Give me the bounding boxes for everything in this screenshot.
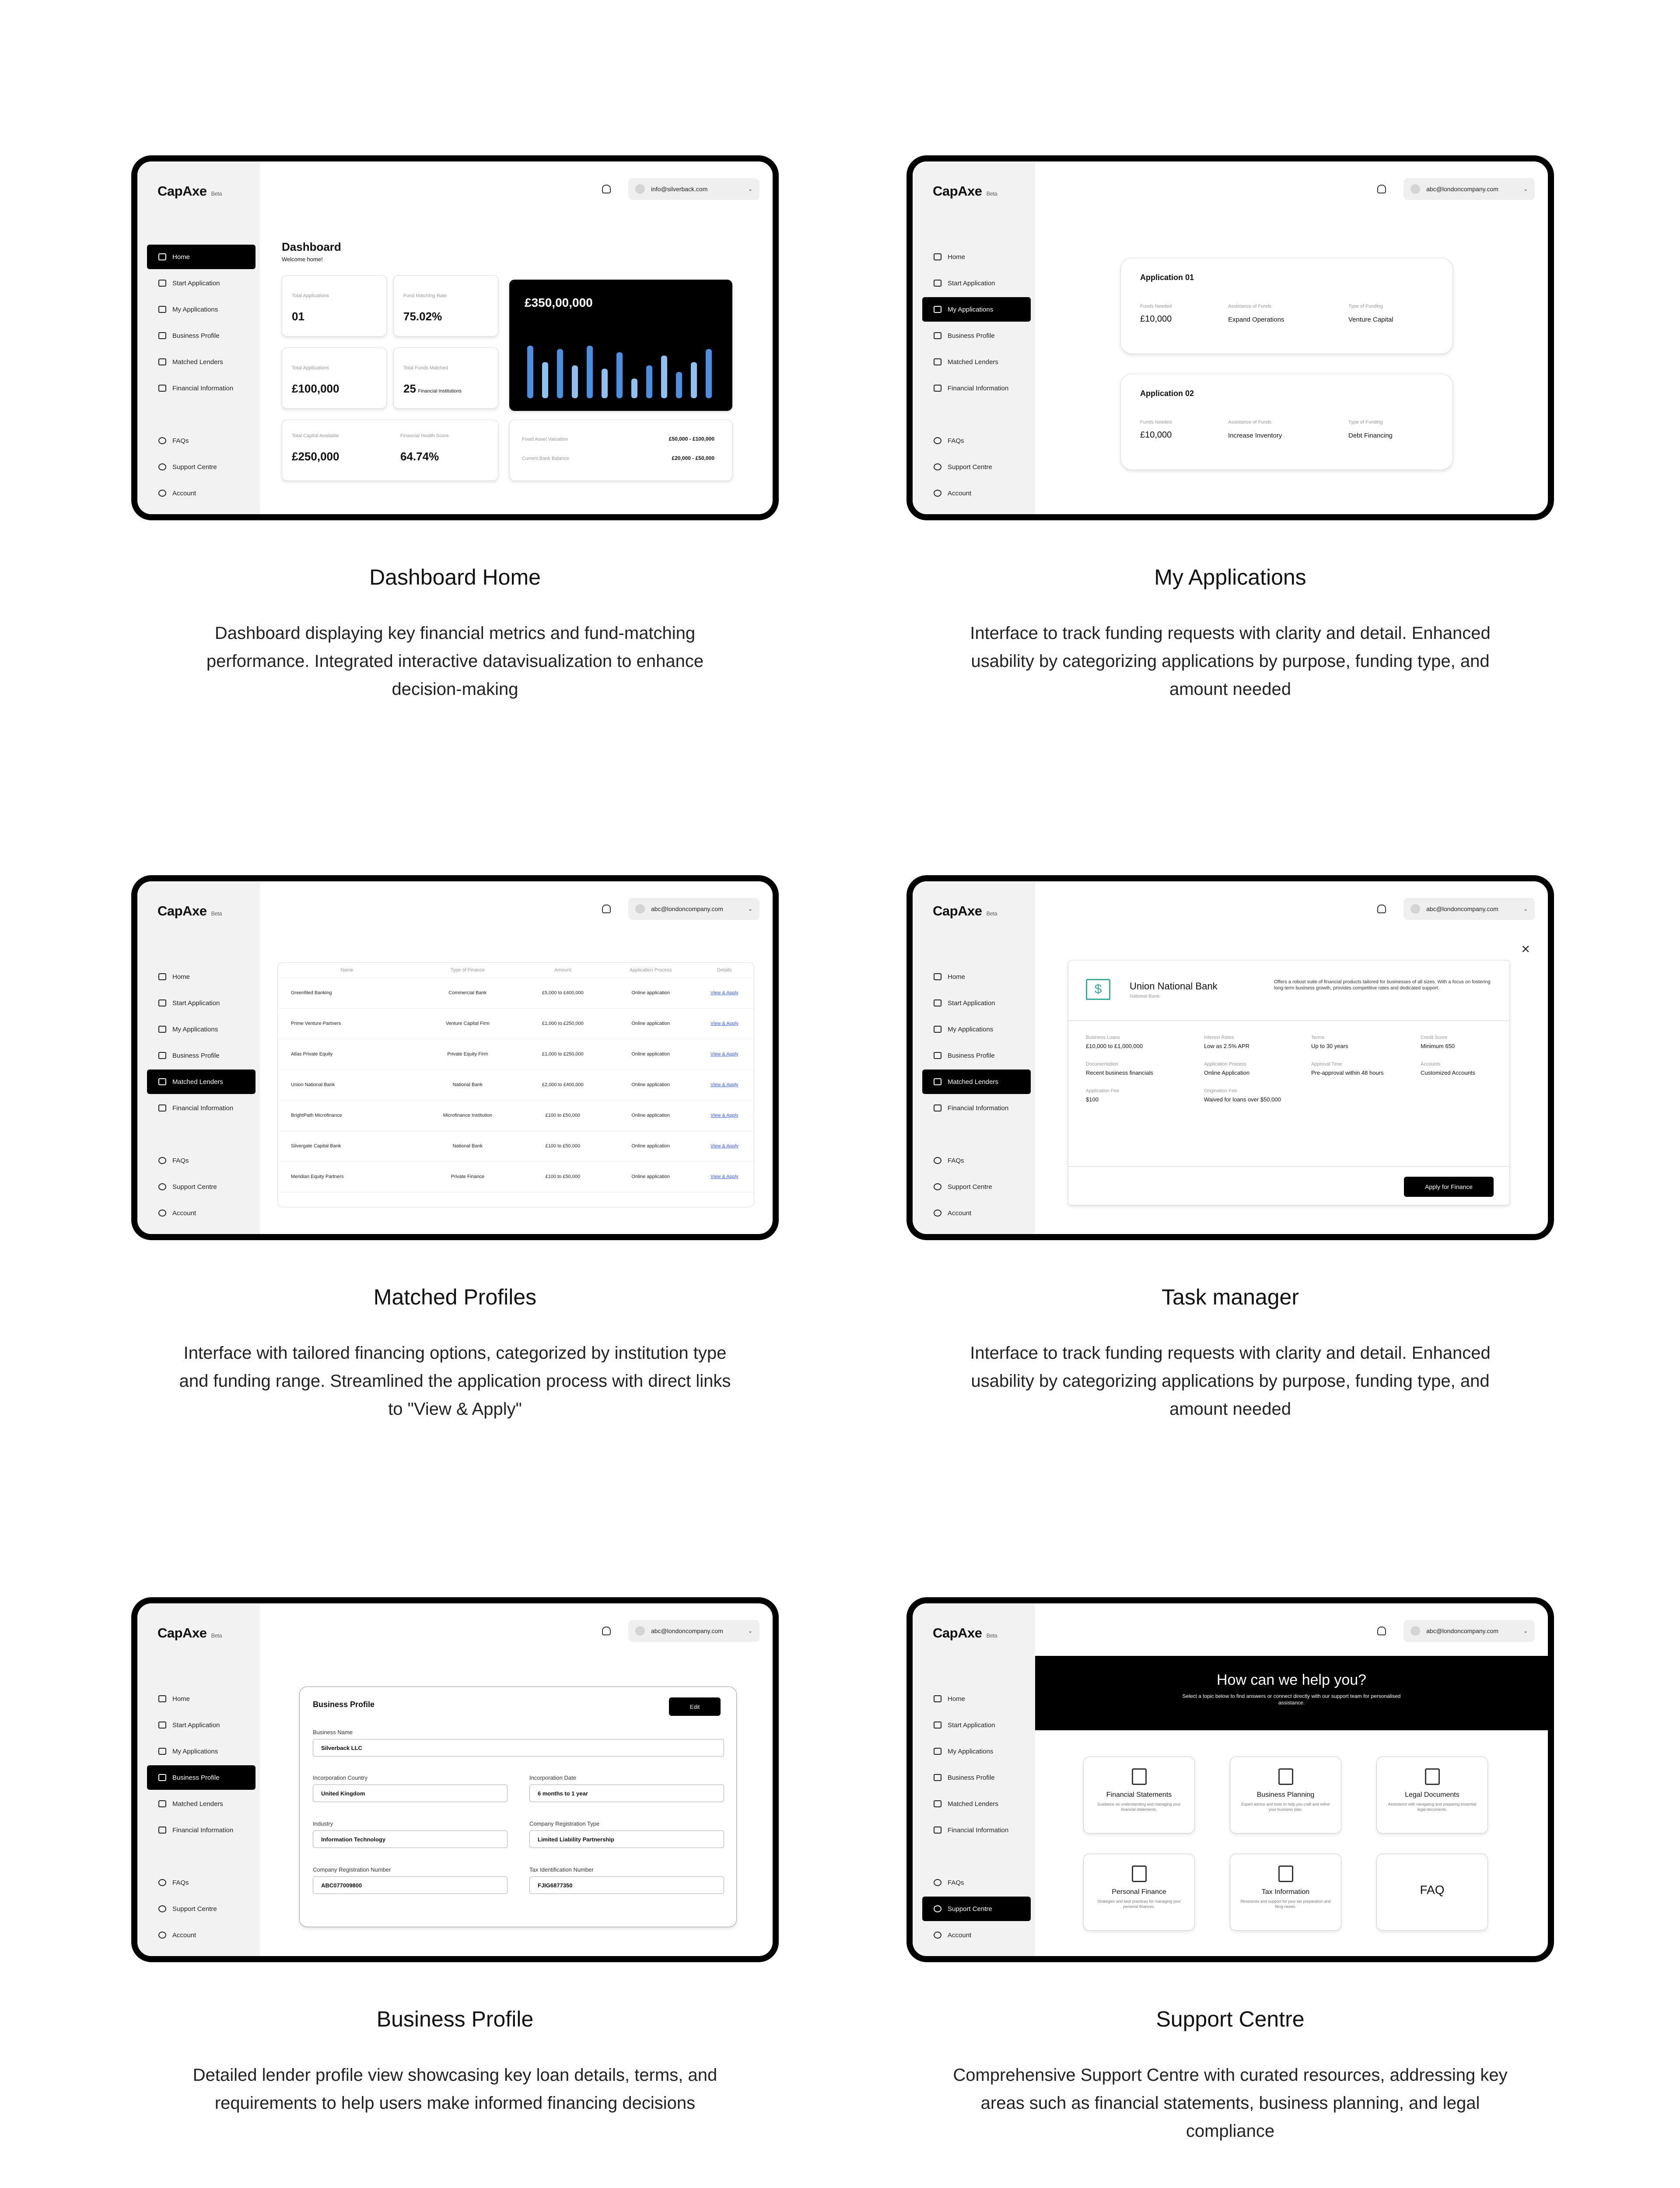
welcome-text: Welcome home! [282, 256, 323, 263]
chart-bar [631, 379, 637, 398]
nav-top [922, 245, 1031, 402]
sidebar [137, 881, 260, 1234]
table-row: Prime Venture Partners Venture Capital Firm £1,000 to £250,000 Online application View & Apply [278, 1008, 754, 1039]
business-profile-form: Business Profile Edit Business Name Silverback LLC Incorporation Country United Kingdom Incorporation Date 6 months to 1 year Industry Information Technology Company Registration Type Limited Liability Partnership Company Registration Number ABC077009800 Tax Identification Number FJIG6877350 [299, 1687, 737, 1927]
caption-description: Detailed lender profile view showcasing key loan details, terms, and requirements to help users make informed financing decisions [192, 2065, 718, 2113]
avatar [1410, 184, 1420, 194]
bank-icon [934, 358, 942, 365]
headset-icon [158, 1905, 166, 1912]
bell-icon[interactable] [1377, 905, 1386, 913]
table-row: Union National Bank National Bank £2,000 to £400,000 Online application View & Apply [278, 1069, 754, 1100]
nav-faqs[interactable]: FAQs [922, 1870, 1031, 1895]
nav-bottom [922, 428, 1031, 507]
caption-title: My Applications [1154, 565, 1306, 589]
main-content [260, 1603, 773, 1956]
nav-business-profile[interactable]: Business Profile [147, 1765, 256, 1790]
bank-icon: $ [1086, 979, 1110, 1000]
legal-document-icon [1425, 1768, 1440, 1785]
logo: CapAxe Beta [158, 183, 222, 199]
chevron-down-icon: ⌄ [1523, 906, 1528, 912]
help-icon [158, 437, 166, 444]
topic-faq[interactable]: FAQ [1376, 1854, 1488, 1931]
edit-button[interactable]: Edit [669, 1697, 721, 1716]
home-icon [158, 253, 166, 260]
chart-bar [691, 362, 697, 399]
lender-header: $ Union National Bank National Bank Offers a robust suite of financial products tailored for businesses of all sizes. With a focus on fostering long-term business growth, provides competitive rates and dedicated support. [1068, 961, 1509, 1021]
nav-account[interactable]: Account [922, 1201, 1031, 1225]
tax-id-field[interactable]: FJIG6877350 [529, 1876, 724, 1894]
support-centre-cell [906, 1597, 1554, 2141]
caption-description: Comprehensive Support Centre with curated resources, addressing key areas such as financial statements, business planning, and legal compliance [953, 2065, 1508, 2141]
nav-financial-information[interactable]: Financial Information [922, 1096, 1031, 1120]
bell-icon[interactable] [602, 1627, 611, 1635]
nav-support-centre[interactable]: Support Centre [922, 455, 1031, 479]
nav-bottom [147, 1870, 256, 1949]
topic-legal-documents[interactable]: Legal Documents Assistance with navigating and preparing essential legal documents. [1376, 1757, 1488, 1834]
topbar [602, 898, 760, 920]
sidebar [913, 1603, 1035, 1956]
nav-home[interactable]: Home [922, 245, 1031, 269]
topbar [1377, 178, 1535, 200]
application-card[interactable]: Application 02 Funds Needed £10,000 Assistance of Funds Increase Inventory Type of Funding Debt Financing [1120, 374, 1453, 470]
user-menu[interactable]: info@silverback.com ⌄ [628, 178, 760, 200]
edit-icon [158, 999, 166, 1006]
nav-start-application[interactable]: Start Application [147, 271, 256, 295]
business-name-field[interactable]: Silverback LLC [313, 1739, 724, 1757]
edit-icon [158, 1722, 166, 1729]
bank-icon [934, 1800, 942, 1807]
edit-icon [158, 280, 166, 287]
nav-home[interactable]: Home [922, 1687, 1031, 1711]
application-card[interactable]: Application 01 Funds Needed £10,000 Assistance of Funds Expand Operations Type of Funding Venture Capital [1120, 258, 1453, 354]
business-profile-cell [131, 1597, 779, 2113]
topic-financial-statements[interactable]: Financial Statements Guidance on understanding and managing your financial statements. [1083, 1757, 1195, 1834]
device-frame [906, 875, 1554, 1240]
profile-icon [934, 332, 942, 339]
nav-top [147, 245, 256, 402]
account-icon [158, 1932, 166, 1939]
nav-bottom [922, 1870, 1031, 1949]
profile-icon [158, 332, 166, 339]
profile-icon [934, 1774, 942, 1781]
nav-my-applications[interactable]: My Applications [147, 297, 256, 322]
bar-chart [510, 280, 733, 411]
chevron-down-icon: ⌄ [748, 1628, 752, 1634]
help-icon [934, 1157, 942, 1164]
nav-bottom [147, 428, 256, 507]
industry-field[interactable]: Information Technology [313, 1830, 508, 1848]
headset-icon [934, 463, 942, 470]
table-row: BrightPath Microfinance Microfinance Institution £100 to £50,000 Online application View & Apply [278, 1100, 754, 1131]
chart-bar [587, 346, 593, 398]
avatar [1410, 904, 1420, 914]
bell-icon[interactable] [1377, 1627, 1386, 1635]
nav-my-applications[interactable]: My Applications [922, 1017, 1031, 1041]
profile-icon [158, 1052, 166, 1059]
document-icon [1132, 1768, 1147, 1785]
caption-description: Interface to track funding requests with clarity and detail. Enhanced usability by categorizing applications by purpose, funding type, and amount needed [970, 1343, 1491, 1419]
nav-home[interactable]: Home [147, 245, 256, 269]
nav-support-centre[interactable]: Support Centre [147, 455, 256, 479]
bell-icon[interactable] [602, 905, 611, 913]
headset-icon [158, 463, 166, 470]
nav-financial-information[interactable]: Financial Information [147, 1818, 256, 1842]
bell-icon[interactable] [1377, 185, 1386, 193]
nav-matched-lenders[interactable]: Matched Lenders [922, 1069, 1031, 1094]
registration-type-field[interactable]: Limited Liability Partnership [529, 1830, 724, 1848]
nav-financial-information[interactable]: Financial Information [147, 1096, 256, 1120]
page-title: Dashboard [282, 240, 341, 253]
topbar [1377, 898, 1535, 920]
account-icon [934, 490, 942, 497]
avatar [635, 904, 645, 914]
chart-icon [934, 1827, 942, 1834]
edit-icon [934, 280, 942, 287]
account-icon [934, 1210, 942, 1217]
balance-chart-card [509, 280, 732, 411]
country-field[interactable]: United Kingdom [313, 1785, 508, 1802]
planning-icon [1278, 1768, 1293, 1785]
chart-bar [542, 362, 548, 399]
device-frame [131, 155, 779, 520]
bell-icon[interactable] [602, 185, 611, 193]
main-content [1035, 1603, 1548, 1956]
chart-icon [158, 385, 166, 392]
caption-title: Support Centre [1156, 2007, 1305, 2031]
account-icon [934, 1932, 942, 1939]
logo: CapAxe Beta [933, 903, 998, 919]
caption-description: Interface to track funding requests with clarity and detail. Enhanced usability by categorizing applications by purpose, funding type, and amount needed [970, 624, 1491, 699]
chart-icon [934, 385, 942, 392]
bank-icon [158, 1800, 166, 1807]
nav-business-profile[interactable]: Business Profile [922, 323, 1031, 348]
chart-bar [706, 349, 712, 399]
table-row: Silvergate Capital Bank National Bank £100 to £50,000 Online application View & Apply [278, 1131, 754, 1161]
topbar [602, 1620, 760, 1642]
bank-icon [158, 358, 166, 365]
sidebar [913, 881, 1035, 1234]
chart-bar [602, 369, 608, 399]
funds-matched-card: Total Funds Matched 25 Financial Institutions [393, 347, 498, 409]
home-icon [158, 973, 166, 980]
profile-icon [158, 1774, 166, 1781]
chart-value: £350,00,000 [525, 296, 593, 309]
nav-home[interactable]: Home [147, 964, 256, 989]
nav-bottom [147, 1148, 256, 1227]
nav-top [147, 964, 256, 1122]
avatar [635, 184, 645, 194]
nav-account[interactable]: Account [147, 481, 256, 505]
help-icon [158, 1879, 166, 1886]
chart-bar [676, 372, 682, 398]
nav-faqs[interactable]: FAQs [147, 1870, 256, 1895]
nav-support-centre[interactable]: Support Centre [922, 1897, 1031, 1921]
main-content [1035, 161, 1548, 514]
table-row: Meridian Equity Partners Private Finance £100 to £50,000 Online application View & Apply [278, 1161, 754, 1192]
nav-account[interactable]: Account [922, 481, 1031, 505]
nav-bottom [922, 1148, 1031, 1227]
view-apply-link[interactable]: View & Apply [710, 1113, 738, 1118]
registration-number-field[interactable]: ABC077009800 [313, 1876, 508, 1894]
table-row: Atlas Private Equity Private Equity Firm £1,000 to £250,000 Online application View & Apply [278, 1039, 754, 1069]
nav-support-centre[interactable]: Support Centre [147, 1897, 256, 1921]
device-frame [131, 875, 779, 1240]
nav-my-applications[interactable]: My Applications [147, 1017, 256, 1041]
nav-financial-information[interactable]: Financial Information [922, 1818, 1031, 1842]
nav-home[interactable]: Home [147, 1687, 256, 1711]
nav-matched-lenders[interactable]: Matched Lenders [922, 1792, 1031, 1816]
user-menu[interactable]: abc@londoncompany.com ⌄ [1404, 1620, 1535, 1642]
nav-faqs[interactable]: FAQs [922, 428, 1031, 453]
headset-icon [158, 1183, 166, 1190]
nav-my-applications[interactable]: My Applications [922, 1739, 1031, 1764]
nav-support-centre[interactable]: Support Centre [147, 1175, 256, 1199]
total-value-card: Total Applications £100,000 [282, 347, 387, 409]
lenders-table-card [277, 962, 754, 1207]
chart-bar [616, 352, 623, 398]
chart-icon [934, 1105, 942, 1112]
nav-account[interactable]: Account [147, 1923, 256, 1947]
nav-top [922, 964, 1031, 1122]
edit-icon [934, 999, 942, 1006]
date-field[interactable]: 6 months to 1 year [529, 1785, 724, 1802]
device-frame [906, 1597, 1554, 1962]
profile-icon [934, 1052, 942, 1059]
view-apply-link[interactable]: View & Apply [710, 1174, 738, 1179]
view-apply-link[interactable]: View & Apply [710, 1143, 738, 1149]
table-header-row: Name Type of Finance Amount Application Process Details [278, 963, 754, 978]
topic-business-planning[interactable]: Business Planning Expert advice and tools to help you craft and refine your business plan. [1230, 1757, 1341, 1834]
logo: CapAxe Beta [933, 1625, 998, 1641]
home-icon [934, 1695, 942, 1702]
sidebar [137, 1603, 260, 1956]
document-icon [158, 306, 166, 313]
nav-faqs[interactable]: FAQs [922, 1148, 1031, 1173]
lender-modal [1068, 960, 1510, 1205]
lender-details: Business Loans £10,000 to £1,000,000 Interest Rates Low as 2.5% APR Terms Up to 30 years Credit Score Minimum 650 Documentation Recent business financials Application Process Online Application Approval Time Pre-approval within 48 hours Accounts Customized Accounts Application Fee $100 Origination Fee Waived for loans over $50,000 [1086, 1035, 1476, 1103]
finance-icon [1132, 1865, 1147, 1882]
caption-title: Matched Profiles [373, 1285, 537, 1309]
document-icon [934, 1026, 942, 1033]
chevron-down-icon: ⌄ [748, 186, 752, 192]
help-icon [934, 1879, 942, 1886]
sidebar [913, 161, 1035, 514]
nav-start-application[interactable]: Start Application [922, 271, 1031, 295]
lenders-table [278, 963, 754, 1192]
nav-faqs[interactable]: FAQs [147, 1148, 256, 1173]
chart-bar [557, 349, 563, 399]
chart-bar [527, 346, 533, 398]
nav-start-application[interactable]: Start Application [922, 991, 1031, 1015]
nav-top [922, 1687, 1031, 1844]
apply-button[interactable]: Apply for Finance [1404, 1177, 1494, 1197]
account-icon [158, 490, 166, 497]
dashboard-cell [131, 155, 779, 699]
applications-cell [906, 155, 1554, 699]
topic-tax-information[interactable]: Tax Information Resources and support for your tax preparation and filing needs. [1230, 1854, 1341, 1931]
table-row: Greenfiled Banking Commercial Bank £5,000 to £400,000 Online application View & Apply [278, 978, 754, 1008]
nav-business-profile[interactable]: Business Profile [922, 1765, 1031, 1790]
nav-account[interactable]: Account [147, 1201, 256, 1225]
nav-account[interactable]: Account [922, 1923, 1031, 1947]
tax-icon [1278, 1865, 1293, 1882]
nav-matched-lenders[interactable]: Matched Lenders [147, 350, 256, 374]
avatar [1410, 1626, 1420, 1636]
logo: CapAxe Beta [158, 903, 222, 919]
document-icon [934, 1748, 942, 1755]
main-content [1035, 881, 1548, 1234]
nav-my-applications[interactable]: My Applications [147, 1739, 256, 1764]
match-rate-card: Fund Matching Rate 75.02% [393, 275, 498, 337]
nav-faqs[interactable]: FAQs [147, 428, 256, 453]
nav-top [147, 1687, 256, 1844]
chevron-down-icon: ⌄ [748, 906, 752, 912]
view-apply-link[interactable]: View & Apply [710, 1082, 738, 1087]
home-icon [934, 973, 942, 980]
nav-business-profile[interactable]: Business Profile [922, 1043, 1031, 1068]
chevron-down-icon: ⌄ [1523, 1628, 1528, 1634]
avatar [635, 1626, 645, 1636]
nav-support-centre[interactable]: Support Centre [922, 1175, 1031, 1199]
logo: CapAxe Beta [933, 183, 998, 199]
nav-matched-lenders[interactable]: Matched Lenders [922, 350, 1031, 374]
logo: CapAxe Beta [158, 1625, 222, 1641]
nav-financial-information[interactable]: Financial Information [922, 376, 1031, 400]
headset-icon [934, 1905, 942, 1912]
nav-matched-lenders[interactable]: Matched Lenders [147, 1792, 256, 1816]
capital-card: Total Capital Available £250,000 Financial Health Score 64.74% [282, 420, 498, 481]
nav-start-application[interactable]: Start Application [922, 1713, 1031, 1737]
user-menu[interactable]: abc@londoncompany.com ⌄ [628, 898, 760, 920]
view-apply-link[interactable]: View & Apply [710, 1052, 738, 1057]
topbar [1377, 1620, 1535, 1642]
nav-home[interactable]: Home [922, 964, 1031, 989]
nav-start-application[interactable]: Start Application [147, 1713, 256, 1737]
matched-cell [131, 875, 779, 1419]
caption-title: Dashboard Home [369, 565, 541, 589]
main-content [260, 881, 773, 1234]
support-subtext: Select a topic below to find answers or connect directly with our support team for personalised assistance. [1182, 1693, 1401, 1706]
chart-icon [158, 1827, 166, 1834]
edit-icon [934, 1722, 942, 1729]
help-icon [934, 437, 942, 444]
lender-detail-cell [906, 875, 1554, 1419]
nav-financial-information[interactable]: Financial Information [147, 376, 256, 400]
device-frame [131, 1597, 779, 1962]
chart-bar [646, 365, 652, 398]
chart-bar [661, 356, 667, 399]
view-apply-link[interactable]: View & Apply [710, 990, 738, 996]
topic-personal-finance[interactable]: Personal Finance Strategies and best practices for managing your personal finances. [1083, 1854, 1195, 1931]
document-icon [158, 1748, 166, 1755]
account-icon [158, 1210, 166, 1217]
form-title: Business Profile [313, 1700, 375, 1709]
device-frame [906, 155, 1554, 520]
document-icon [158, 1026, 166, 1033]
total-applications-card: Total Applications 01 [282, 275, 387, 337]
document-icon [934, 306, 942, 313]
chart-icon [158, 1105, 166, 1112]
user-menu[interactable]: abc@londoncompany.com ⌄ [1404, 178, 1535, 200]
assets-card: Fixed Asset Valuation £50,000 - £100,000 Current Bank Balance £20,000 - £50,000 [509, 420, 732, 481]
bank-icon [158, 1078, 166, 1085]
help-icon [158, 1157, 166, 1164]
main-content [260, 161, 773, 514]
user-menu[interactable]: abc@londoncompany.com ⌄ [1404, 898, 1535, 920]
caption-description: Dashboard displaying key financial metrics and fund-matching performance. Integrated interactive datavisualization to enhance decision-making [206, 624, 704, 699]
sidebar [137, 161, 260, 514]
support-hero [1035, 1656, 1548, 1730]
nav-matched-lenders[interactable]: Matched Lenders [147, 1069, 256, 1094]
caption-description: Interface with tailored financing options, categorized by institution type and funding range. Streamlined the application process with direct links to "View & Apply" [179, 1343, 731, 1419]
view-apply-link[interactable]: View & Apply [710, 1021, 738, 1026]
nav-business-profile[interactable]: Business Profile [147, 323, 256, 348]
home-icon [158, 1695, 166, 1702]
nav-my-applications[interactable]: My Applications [922, 297, 1031, 322]
chart-bar [572, 365, 578, 398]
caption-title: Task manager [1161, 1285, 1299, 1309]
user-menu[interactable]: abc@londoncompany.com ⌄ [628, 1620, 760, 1642]
topbar [602, 178, 760, 200]
caption-title: Business Profile [376, 2007, 534, 2031]
support-heading: How can we help you? [1216, 1672, 1367, 1688]
home-icon [934, 253, 942, 260]
chevron-down-icon: ⌄ [1523, 186, 1528, 192]
close-icon[interactable]: ✕ [1521, 943, 1530, 956]
headset-icon [934, 1183, 942, 1190]
nav-business-profile[interactable]: Business Profile [147, 1043, 256, 1068]
nav-start-application[interactable]: Start Application [147, 991, 256, 1015]
bank-icon [934, 1078, 942, 1085]
